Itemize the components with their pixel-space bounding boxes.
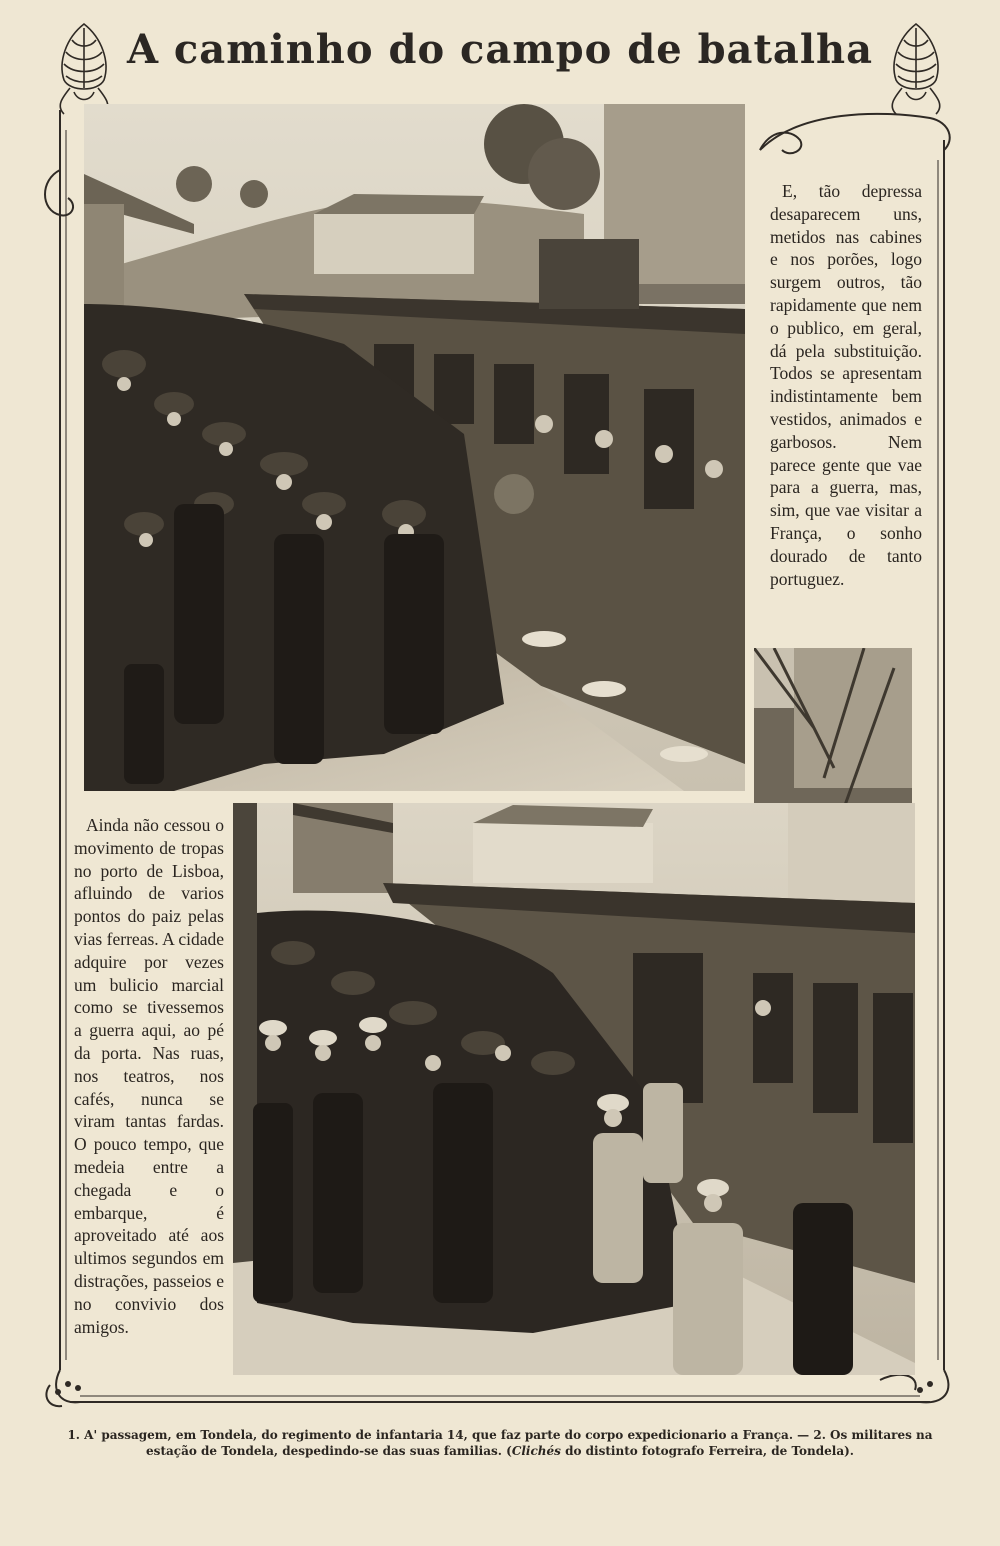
- photo-station-farewell: [233, 803, 915, 1375]
- page-title: A caminho do campo de batalha: [126, 26, 874, 73]
- photo-station-farewell-image: [233, 803, 915, 1375]
- caption-text-1: 1. A' passagem, em Tondela, do regimento de infantaria 14, que faz parte do corpo expedicionario a França. — 2. Os militares na estação de Tondela, despedindo-se das suas familias. (: [67, 1428, 933, 1458]
- caption-text-2: do distinto fotografo Ferreira, de Tondela).: [560, 1444, 854, 1458]
- left-column-text: [74, 814, 224, 1338]
- caption-italic: Clichés: [511, 1444, 561, 1458]
- right-column-paragraph: E, tão depressa desaparecem uns, metidos nas cabines e nos porões, logo surgem outros, tão rapidamente que nem o publico, em geral, dá pela substituição. Todos se apresentam indistintamente bem vestidos, animados e garbosos. Nem parece gente que vae para a guerra, mas, sim, que vae visitar a França, o sonho dourado de tanto portuguez.: [770, 181, 922, 589]
- photo-train-departure: [84, 104, 745, 791]
- left-column-paragraph: Ainda não cessou o movimento de tropas no porto de Lisboa, afluindo de varios pontos do paiz pelas vias ferreas. A cidade adquire por vezes um bulicio marcial como se tivessemos a guerra aqui, ao pé da porta. Nas ruas, nos teatros, nos cafés, nunca se viram tantas fardas. O pouco tempo, que medeia entre a chegada e o embarque, é aproveitado até aos ultimos segundos em distrações, passeios e no convivio dos amigos.: [74, 815, 224, 1337]
- photo-caption: [50, 1427, 950, 1459]
- photo-train-departure-image: [84, 104, 745, 791]
- right-column-text: [770, 180, 922, 590]
